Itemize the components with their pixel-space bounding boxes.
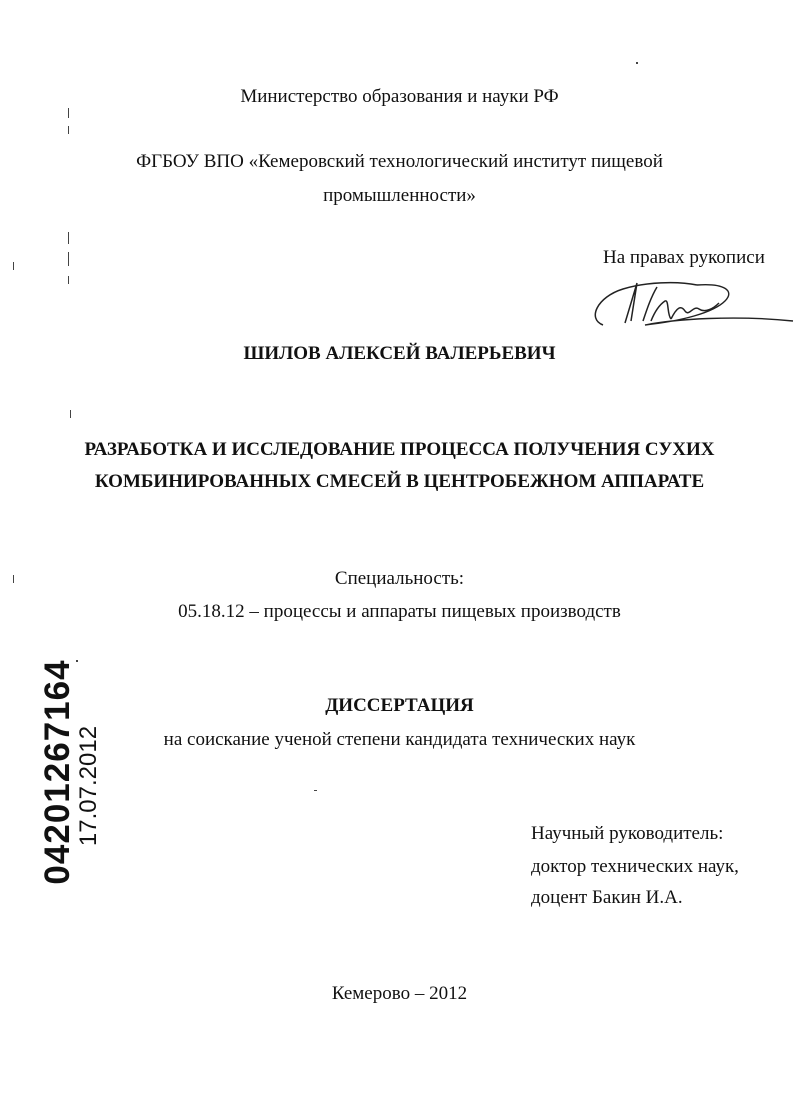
manuscript-rights-label: На правах рукописи	[603, 247, 765, 268]
library-stamp-number: 04201267164	[38, 659, 77, 885]
scan-mark	[68, 276, 69, 284]
supervisor-label: Научный руководитель:	[531, 823, 724, 844]
scan-mark	[68, 108, 69, 118]
institution-line-2: промышленности»	[323, 185, 476, 206]
scan-mark	[13, 262, 14, 270]
city-year: Кемерово – 2012	[331, 983, 468, 1004]
thesis-title-line-2: КОМБИНИРОВАННЫХ СМЕСЕЙ В ЦЕНТРОБЕЖНОМ АППАРАТЕ	[94, 471, 705, 492]
ministry-line: Министерство образования и науки РФ	[240, 86, 559, 107]
dissertation-heading: ДИССЕРТАЦИЯ	[325, 695, 474, 716]
scan-mark	[68, 126, 69, 134]
dissertation-subtitle: на соискание ученой степени кандидата технических наук	[163, 729, 636, 750]
supervisor-name: доцент Бакин И.А.	[531, 887, 683, 908]
supervisor-degree: доктор технических наук,	[531, 856, 739, 877]
specialty-label: Специальность:	[334, 568, 465, 589]
signature	[585, 275, 795, 335]
institution-line-1: ФГБОУ ВПО «Кемеровский технологический институт пищевой	[136, 151, 663, 172]
scan-mark	[70, 410, 71, 418]
scan-mark	[636, 62, 638, 64]
scan-mark	[68, 232, 69, 244]
scan-mark	[68, 252, 69, 266]
thesis-title-line-1: РАЗРАБОТКА И ИССЛЕДОВАНИЕ ПРОЦЕССА ПОЛУЧЕНИЯ СУХИХ	[84, 439, 715, 460]
specialty-value: 05.18.12 – процессы и аппараты пищевых производств	[178, 601, 621, 622]
author-name: ШИЛОВ АЛЕКСЕЙ ВАЛЕРЬЕВИЧ	[243, 343, 556, 364]
scan-mark	[314, 790, 317, 791]
library-stamp-date: 17.07.2012	[75, 725, 102, 847]
